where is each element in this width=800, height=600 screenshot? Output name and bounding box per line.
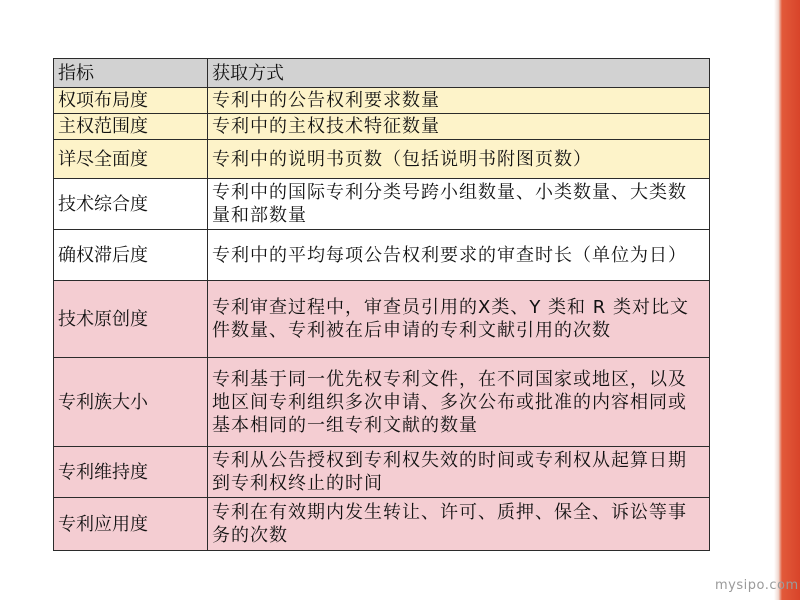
indicator-name: 主权范围度	[54, 114, 208, 140]
table-header-row	[54, 59, 710, 88]
indicator-method: 专利中的公告权利要求数量	[208, 88, 710, 114]
header-method: 获取方式	[208, 59, 710, 88]
indicator-method: 专利从公告授权到专利权失效的时间或专利权从起算日期到专利权终止的时间	[208, 447, 710, 498]
indicator-method: 专利中的国际专利分类号跨小组数量、小类数量、大类数量和部数量	[208, 179, 710, 230]
table-row	[54, 498, 710, 551]
watermark: mysipo.com	[715, 578, 799, 593]
header-indicator: 指标	[54, 59, 208, 88]
table-row	[54, 114, 710, 140]
table-row	[54, 179, 710, 230]
table-row	[54, 281, 710, 358]
indicator-method: 专利审查过程中，审查员引用的X类、Y 类和 R 类对比文件数量、专利被在后申请的专利文献引用的次数	[208, 281, 710, 358]
indicator-name: 权项布局度	[54, 88, 208, 114]
indicator-name: 技术原创度	[54, 281, 208, 358]
table-row	[54, 358, 710, 447]
indicator-name: 专利应用度	[54, 498, 208, 551]
indicator-name: 详尽全面度	[54, 140, 208, 179]
indicator-method: 专利在有效期内发生转让、许可、质押、保全、诉讼等事务的次数	[208, 498, 710, 551]
indicator-table	[53, 58, 710, 551]
indicator-name: 专利族大小	[54, 358, 208, 447]
indicator-method: 专利中的说明书页数（包括说明书附图页数）	[208, 140, 710, 179]
indicator-name: 技术综合度	[54, 179, 208, 230]
indicator-name: 专利维持度	[54, 447, 208, 498]
indicator-method: 专利中的平均每项公告权利要求的审查时长（单位为日）	[208, 230, 710, 281]
indicator-method: 专利中的主权技术特征数量	[208, 114, 710, 140]
table-row	[54, 88, 710, 114]
table-row	[54, 140, 710, 179]
table-row	[54, 230, 710, 281]
accent-bar	[778, 0, 800, 600]
indicator-name: 确权滞后度	[54, 230, 208, 281]
indicator-method: 专利基于同一优先权专利文件，在不同国家或地区，以及地区间专利组织多次申请、多次公布或批准的内容相同或基本相同的一组专利文献的数量	[208, 358, 710, 447]
table-row	[54, 447, 710, 498]
